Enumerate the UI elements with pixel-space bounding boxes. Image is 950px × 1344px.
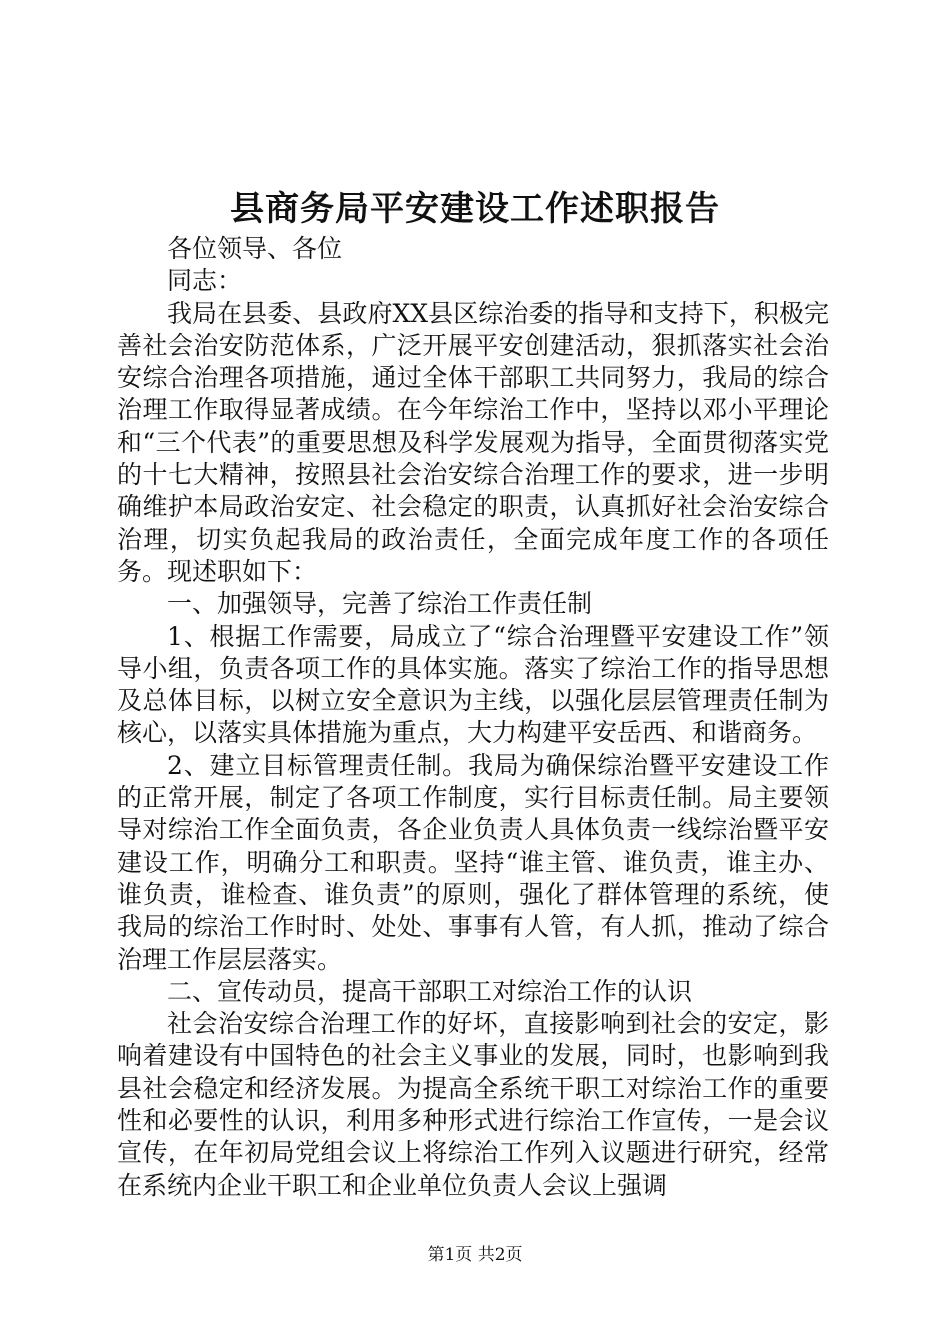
document-body [117,233,829,1202]
section-heading-1: 一、加强领导，完善了综治工作责任制 [167,589,593,619]
intro-paragraph: 我局在县委、县政府XX县区综治委的指导和支持下，积极完善社会治安防范体系，广泛开展平安创建活动，狠抓落实社会治安综合治理各项措施，通过全体干部职工共同努力，我局的综合治理工作取得显著成绩。在今年综治工作中，坚持以邓小平理论和“三个代表”的重要思想及科学发展观为指导，全面贯彻落实党的十七大精神，按照县社会治安综合治理工作的要求，进一步明确维护本局政治安定、社会稳定的职责，认真抓好社会治安综合治理，切实负起我局的政治责任，全面完成年度工作的各项任务。现述职如下： [117,298,829,586]
salutation-line-2: 同志： [167,266,243,296]
body-paragraph-2: 2、建立目标管理责任制。我局为确保综治暨平安建设工作的正常开展，制定了各项工作制度，实行目标责任制。局主要领导对综治工作全面负责，各企业负责人具体负责一线综治暨平安建设工作，明确分工和职责。坚持“谁主管、谁负责，谁主办、谁负责，谁检查、谁负责”的原则，强化了群体管理的系统，使我局的综治工作时时、处处、事事有人管，有人抓，推动了综合治理工作层层落实。 [117,750,829,974]
salutation-line-1: 各位领导、各位 [167,234,343,263]
page-footer: 第1页 共2页 [427,1245,523,1265]
body-paragraph-3: 社会治安综合治理工作的好坏，直接影响到社会的安定，影响着建设有中国特色的社会主义事业的发展，同时，也影响到我县社会稳定和经济发展。为提高全系统干职工对综治工作的重要性和必要性的认识，利用多种形式进行综治工作宣传，一是会议宣传，在年初局党组会议上将综治工作列入议题进行研究，经常在系统内企业干职工和企业单位负责人会议上强调 [117,1009,829,1200]
section-heading-2: 二、宣传动员，提高干部职工对综治工作的认识 [167,976,693,1006]
document-title: 县商务局平安建设工作述职报告 [230,189,720,229]
body-paragraph-1: 1、根据工作需要，局成立了“综合治理暨平安建设工作”领导小组，负责各项工作的具体实施。落实了综治工作的指导思想及总体目标，以树立安全意识为主线，以强化层层管理责任制为核心，以落实具体措施为重点，大力构建平安岳西、和谐商务。 [117,621,829,748]
